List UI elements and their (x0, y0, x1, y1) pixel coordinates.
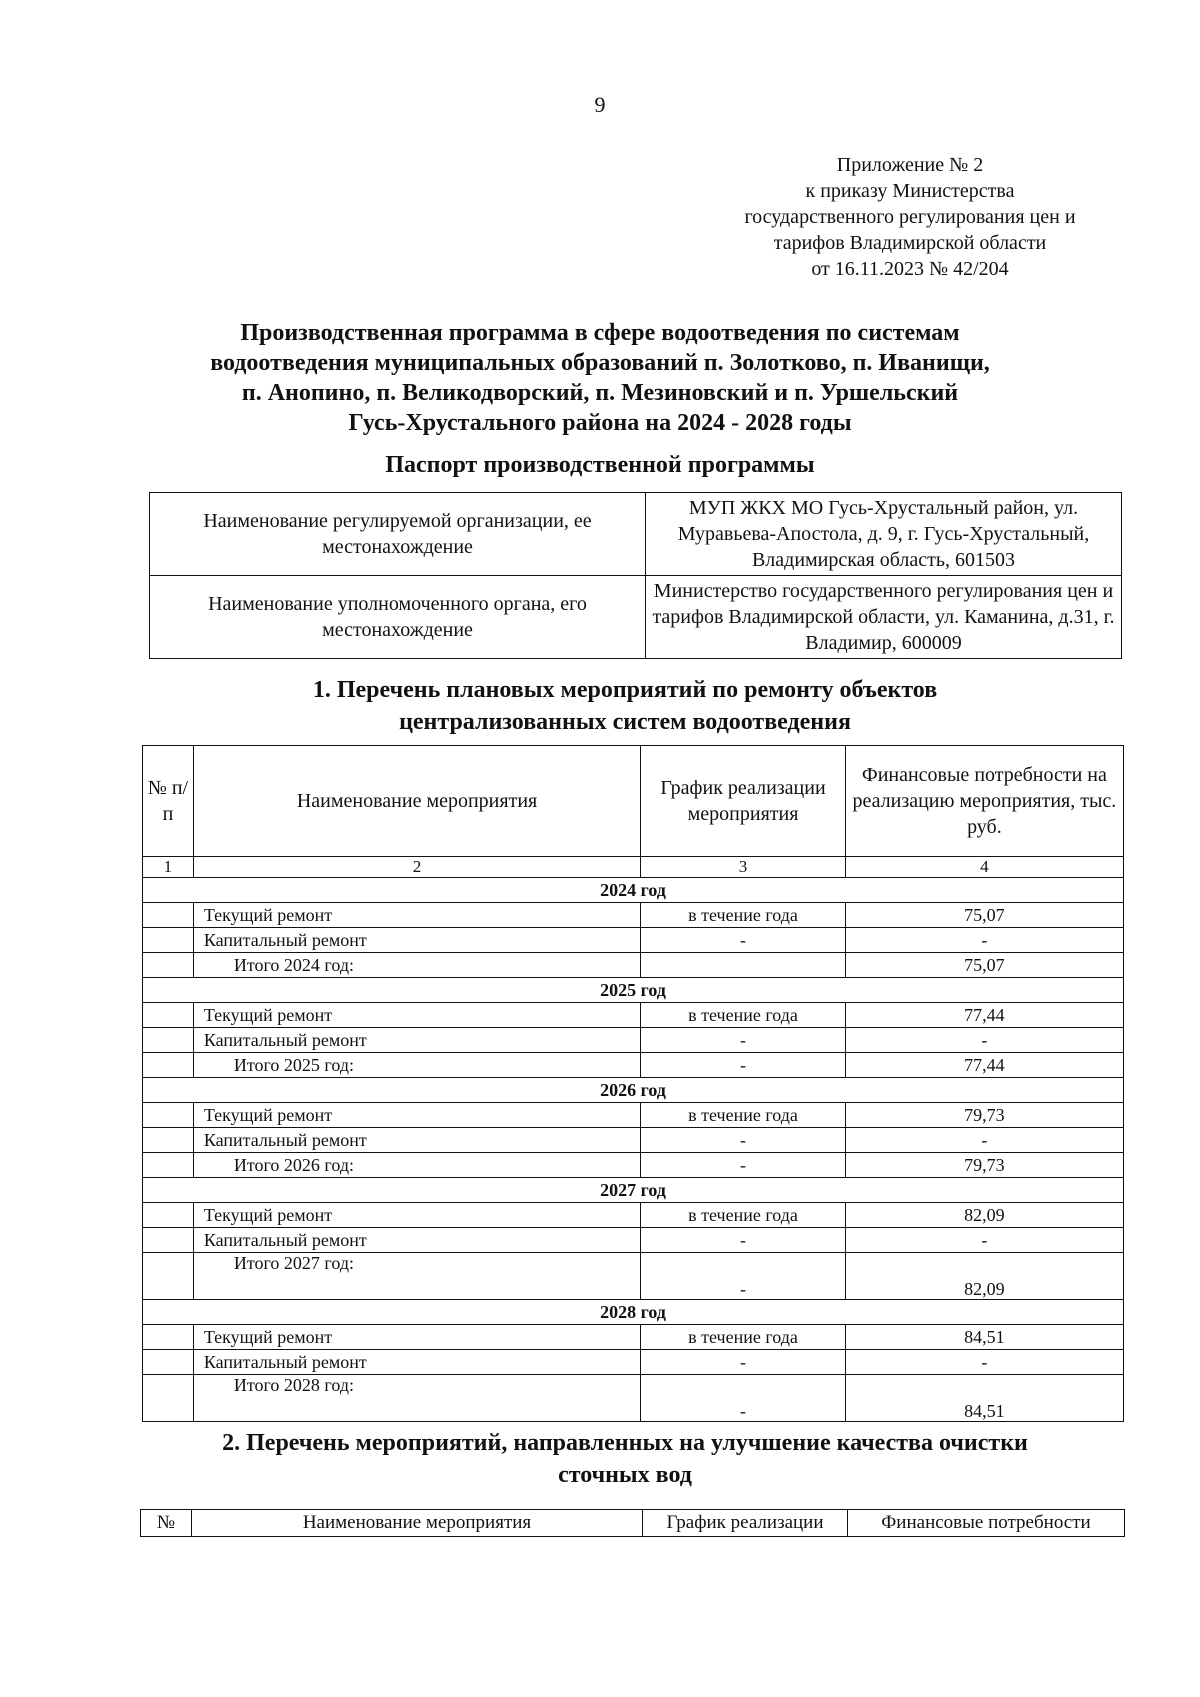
row-number-cell (143, 903, 194, 928)
title-line: водоотведения муниципальных образований п. Золотково, п. Иванищи, (210, 350, 990, 376)
column-number: 4 (845, 857, 1123, 878)
year-label: 2028 год (143, 1300, 1124, 1325)
schedule-cell: - (641, 1228, 846, 1253)
amount-cell: 82,09 (845, 1203, 1123, 1228)
column-number-row (143, 857, 1124, 878)
schedule-cell: - (641, 1375, 846, 1422)
table-row (143, 1028, 1124, 1053)
row-number-cell (143, 1028, 194, 1053)
row-number-cell (143, 928, 194, 953)
row-number-cell (143, 1253, 194, 1300)
section2-heading-line: 2. Перечень мероприятий, направленных на улучшение качества очистки (222, 1430, 1028, 1456)
amount-cell: 82,09 (845, 1253, 1123, 1300)
header-event-name: Наименование мероприятия (193, 746, 640, 857)
passport-heading: Паспорт производственной программы (385, 452, 815, 478)
event-name-cell: Итого 2025 год: (193, 1053, 640, 1078)
section2-heading (150, 1427, 1100, 1491)
table-row (143, 1003, 1124, 1028)
section2-heading-line: сточных вод (558, 1462, 692, 1488)
amount-cell: 75,07 (845, 903, 1123, 928)
header-number: № (141, 1510, 192, 1537)
year-row (143, 1078, 1124, 1103)
title-line: п. Анопино, п. Великодворский, п. Мезиновский и п. Уршельский (241, 380, 959, 406)
appendix-line: от 16.11.2023 № 42/204 (811, 258, 1009, 280)
total-row (143, 1375, 1124, 1422)
section1-heading-line: централизованных систем водоотведения (399, 709, 851, 735)
total-row (143, 953, 1124, 978)
row-number-cell (143, 953, 194, 978)
year-label: 2026 год (143, 1078, 1124, 1103)
appendix-reference (690, 152, 1130, 282)
table-header-row (141, 1510, 1125, 1537)
row-number-cell (143, 1003, 194, 1028)
column-number: 3 (641, 857, 846, 878)
appendix-line: государственного регулирования цен и (744, 206, 1076, 228)
schedule-cell: - (641, 1028, 846, 1053)
header-schedule: График реализации (643, 1510, 848, 1537)
table-row (143, 903, 1124, 928)
amount-cell: 79,73 (845, 1103, 1123, 1128)
row-number-cell (143, 1325, 194, 1350)
title-line: Производственная программа в сфере водоотведения по системам (240, 320, 960, 346)
event-name-cell: Итого 2026 год: (193, 1153, 640, 1178)
table-row (143, 1203, 1124, 1228)
amount-cell: - (845, 1350, 1123, 1375)
document-title (130, 318, 1070, 438)
event-name-cell: Текущий ремонт (193, 1325, 640, 1350)
row-number-cell (143, 1228, 194, 1253)
event-name-cell: Итого 2027 год: (193, 1253, 640, 1300)
passport-label: Наименование регулируемой организации, ее местонахождение (150, 493, 646, 576)
appendix-line: к приказу Министерства (805, 180, 1015, 202)
event-name-cell: Текущий ремонт (193, 903, 640, 928)
year-label: 2024 год (143, 878, 1124, 903)
row-number-cell (143, 1053, 194, 1078)
total-row (143, 1153, 1124, 1178)
row-number-cell (143, 1153, 194, 1178)
header-schedule: График реализации мероприятия (641, 746, 846, 857)
passport-table (149, 492, 1122, 659)
header-financing: Финансовые потребности (848, 1510, 1125, 1537)
passport-value: МУП ЖКХ МО Гусь-Хрустальный район, ул. Муравьева-Апостола, д. 9, г. Гусь-Хрустальный, Владимирская область, 601503 (646, 493, 1122, 576)
passport-label: Наименование уполномоченного органа, его местонахождение (150, 576, 646, 659)
amount-cell: - (845, 928, 1123, 953)
table-row (143, 1350, 1124, 1375)
column-number: 1 (143, 857, 194, 878)
page-number: 9 (594, 92, 606, 117)
schedule-cell: в течение года (641, 1003, 846, 1028)
table-row (143, 1128, 1124, 1153)
row-number-cell (143, 1128, 194, 1153)
schedule-cell: в течение года (641, 903, 846, 928)
schedule-cell: в течение года (641, 1325, 846, 1350)
quality-events-table (140, 1509, 1125, 1537)
event-name-cell: Текущий ремонт (193, 1003, 640, 1028)
event-name-cell: Итого 2024 год: (193, 953, 640, 978)
year-row (143, 1178, 1124, 1203)
year-label: 2025 год (143, 978, 1124, 1003)
schedule-cell: в течение года (641, 1203, 846, 1228)
schedule-cell: - (641, 1053, 846, 1078)
total-row (143, 1053, 1124, 1078)
event-name-cell: Текущий ремонт (193, 1203, 640, 1228)
section1-heading-line: 1. Перечень плановых мероприятий по ремонту объектов (312, 677, 938, 703)
table-header-row (143, 746, 1124, 857)
event-name-cell: Капитальный ремонт (193, 1128, 640, 1153)
event-name-cell: Капитальный ремонт (193, 1228, 640, 1253)
amount-cell: 77,44 (845, 1003, 1123, 1028)
section1-heading (150, 674, 1100, 738)
header-event-name: Наименование мероприятия (192, 1510, 643, 1537)
schedule-cell: - (641, 1253, 846, 1300)
event-name-cell: Капитальный ремонт (193, 1028, 640, 1053)
repair-events-table (142, 745, 1124, 1422)
appendix-line: Приложение № 2 (836, 154, 984, 176)
row-number-cell (143, 1203, 194, 1228)
table-row (143, 928, 1124, 953)
event-name-cell: Капитальный ремонт (193, 928, 640, 953)
schedule-cell: - (641, 1153, 846, 1178)
schedule-cell: - (641, 1350, 846, 1375)
amount-cell: - (845, 1128, 1123, 1153)
event-name-cell: Капитальный ремонт (193, 1350, 640, 1375)
year-row (143, 1300, 1124, 1325)
amount-cell: 84,51 (845, 1325, 1123, 1350)
header-financing: Финансовые потребности на реализацию мероприятия, тыс. руб. (845, 746, 1123, 857)
year-row (143, 878, 1124, 903)
schedule-cell: - (641, 1128, 846, 1153)
passport-row (150, 576, 1122, 659)
appendix-line: тарифов Владимирской области (773, 232, 1047, 254)
schedule-cell: - (641, 928, 846, 953)
amount-cell: - (845, 1028, 1123, 1053)
event-name-cell: Текущий ремонт (193, 1103, 640, 1128)
year-row (143, 978, 1124, 1003)
table-row (143, 1103, 1124, 1128)
passport-value: Министерство государственного регулирования цен и тарифов Владимирской области, ул. Каманина, д.31, г. Владимир, 600009 (646, 576, 1122, 659)
header-number: № п/п (143, 746, 194, 857)
table-row (143, 1228, 1124, 1253)
row-number-cell (143, 1350, 194, 1375)
title-line: Гусь-Хрустального района на 2024 - 2028 годы (348, 410, 852, 436)
amount-cell: 77,44 (845, 1053, 1123, 1078)
passport-row (150, 493, 1122, 576)
schedule-cell: в течение года (641, 1103, 846, 1128)
event-name-cell: Итого 2028 год: (193, 1375, 640, 1422)
total-row (143, 1253, 1124, 1300)
row-number-cell (143, 1103, 194, 1128)
column-number: 2 (193, 857, 640, 878)
year-label: 2027 год (143, 1178, 1124, 1203)
schedule-cell (641, 953, 846, 978)
amount-cell: 79,73 (845, 1153, 1123, 1178)
amount-cell: - (845, 1228, 1123, 1253)
amount-cell: 75,07 (845, 953, 1123, 978)
amount-cell: 84,51 (845, 1375, 1123, 1422)
row-number-cell (143, 1375, 194, 1422)
table-row (143, 1325, 1124, 1350)
